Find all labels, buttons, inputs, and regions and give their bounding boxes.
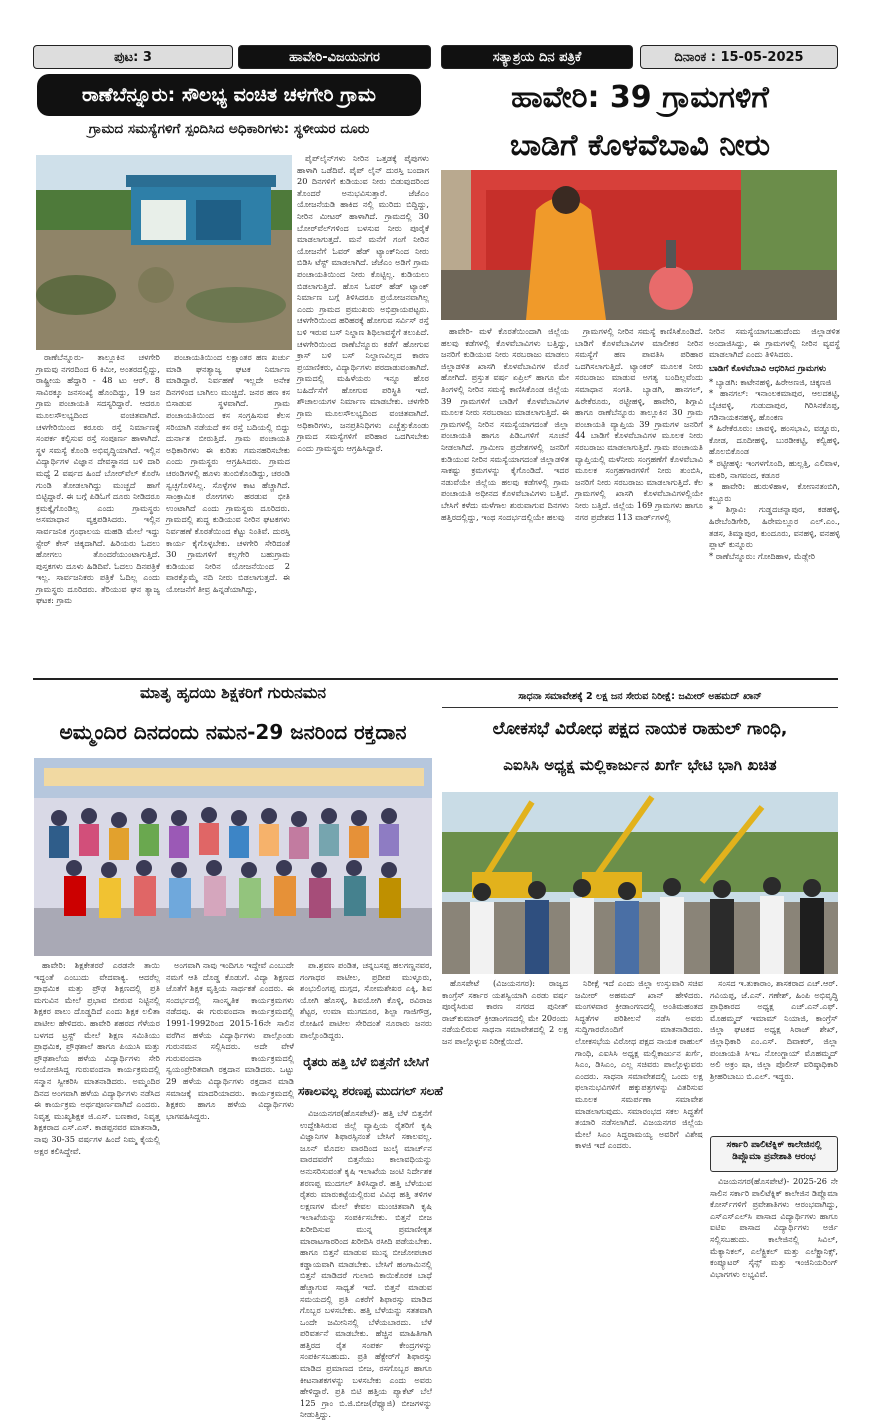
story1-text-left: ರಾಣೆಬೆನ್ನೂರು- ತಾಲ್ಲೂಕಿನ ಚಳಗೇರಿ ಗ್ರಾಮವು ನಗರದಿಂದ 6 ಕಿಮೀ, ಅಂತರದಲ್ಲಿದ್ದು, ರಾಷ್ಟ್ರೀಯ ಹೆದ್ದಾರಿ - 48 ಟು ಆರ್. 8 ಸಾವಿರಕ್ಕೂ ಜನಸಂಖ್ಯೆ ಹೊಂದಿದ್ದು, 19 ಜನ ಗ್ರಾಮ ಪಂಚಾಯತಿ ಸದಸ್ಯರಿದ್ದಾರೆ. ಆದರೂ ಮೂಲಸೌಲಭ್ಯದಿಂದ ವಂಚಿತವಾಗಿದೆ. ಚಳಗೇರಿಯಿಂದ ಕರೂರು ರಸ್ತೆ ನಿರ್ಮಾಣಕ್ಕೆ ಸಂಪರ್ಕ ಕಲ್ಪಿಸುವ ರಸ್ತೆ ಸಂಪೂರ್ಣ ಹಾಳಾಗಿದೆ. ಸ್ಥಳ ಸಮಸ್ಯೆ ಕೊಂಡಿ ಅಭಿವೃದ್ಧಿಯಾಗಿದೆ. ಇಲ್ಲಿನ ವಿದ್ಯಾರ್ಥಿಗಳ ವಿಜ್ಞಾನ ದೇವಸ್ಥಾನದ ಬಳಿ ದಾರಿ ಮಧ್ಯೆ 2 ವರ್ಷದ ಹಿಂದೆ ಬೋರ್‌ವೆಲ್ ಕೊರೆಸಿ ಗುಂಡಿ ತೋಡಲಾಗಿದ್ದು ಮುಚ್ಚದೆ ಹಾಗೆ ಬಿಟ್ಟಿದ್ದಾರೆ. ಈ ಬಗ್ಗೆ ಪಿಡಿಓಗೆ ದೂರು ನೀಡಿದರೂ ಕ್ರಮಕ್ಕೈಗೊಂಡಿಲ್ಲ ಎಂದು ಗ್ರಾಮಸ್ಥರು ಅಸಮಾಧಾನ ವ್ಯಕ್ತಪಡಿಸಿದರು. ಇಲ್ಲಿನ ಸಾರ್ವಜನಿಕ ಗ್ರಂಥಾಲಯ ಮಹಡಿ ಮೇಲೆ ಇದ್ದು ಸ್ಟೇರ್ ಕೇಸ್ ಚಿಕ್ಕದಾಗಿದೆ. ಹಿರಿಯರು ಓದಲು ಹೋಗಲು ತೊಂದರೆಯುಂಟಾಗುತ್ತಿದೆ. ಪುಸ್ತಕಗಳು ದೂಳು ಹಿಡಿದಿವೆ. ಓದಲು ದಿನಪತ್ರಿಕೆ ಇಲ್ಲ. ಸಾರ್ವಜನಿಕರು ಪತ್ರಿಕೆ ಓದಿಲ್ಲ ಎಂದು ಗ್ರಾಮಸ್ಥರು ದೂರಿದರು. ತೆರಿಯುವ ಘನ ತ್ಯಾಜ್ಯ ಘಟಕ: ಗ್ರಾಮ — [36, 352, 160, 606]
villages-list-item: * ಬ್ಯಾಡಗಿ: ಕಾಟೇನಹಳ್ಳಿ, ಹಿರೇಅಣಜಿ, ಚಿಕ್ಕಣಜಿ — [709, 376, 832, 387]
story3-text-2: ಅಂಗವಾಗಿ ನಾವು ಇಂದಿಗೂ ಇದ್ದೇವೆ ಎಂಬುದೇ ನಮಗೆ ಆತಿ ದೊಡ್ಡ ಕೊಡುಗೆ. ವಿದ್ಯಾ ಶಿಕ್ಷಣದ ಜೊತೆಗೆ ಶಿಕ್ಷಕ ವೃತ್ತಿಯ ಸಾರ್ಥಕತೆ ಎಂದರು. ಈ ಸಂದರ್ಭದಲ್ಲಿ ಸಾಂಸ್ಕೃತಿಕ ಕಾರ್ಯಕ್ರಮಗಳು ನಡೆದವು. ಈ ಗುರುವಂದನಾ ಕಾರ್ಯಕ್ರಮದಲ್ಲಿ 1991-1992ರಿಂದ 2015-16ನೇ ಸಾಲಿನ ವರೆಗಿನ ಹಳೆಯ ವಿದ್ಯಾರ್ಥಿಗಳು ಪಾಲ್ಗೊಂಡು ಗುರುನಮನ ಸಲ್ಲಿಸಿದರು. ಅದೇ ವೇಳೆ ಗುರುವಂದನಾ ಕಾರ್ಯಕ್ರಮದಲ್ಲಿ ಸ್ವಯಂಪ್ರೇರಿತವಾಗಿ ರಕ್ತದಾನ ಮಾಡಿದರು. ಒಟ್ಟು 29 ಹಳೆಯ ವಿದ್ಯಾರ್ಥಿಗಳು ರಕ್ತದಾನ ಮಾಡಿ ಸಮಾಜಕ್ಕೆ ಮಾದರಿಯಾದರು. ಕಾರ್ಯಕ್ರಮದಲ್ಲಿ ಶಿಕ್ಷಕರು ಹಾಗೂ ಹಳೆಯ ವಿದ್ಯಾರ್ಥಿಗಳು ಭಾಗವಹಿಸಿದ್ದರು. — [166, 960, 294, 1121]
date-label: ದಿನಾಂಕ : 15-05-2025 — [640, 45, 838, 69]
story3-text-3: ಪಾ.ಶ್ರವಣ ಪಂಡಿತ, ಚನ್ನಬಸಪ್ಪ ಹಲಗಣ್ಣನವರ, ಗಂಗಾಧರ ಪಾಟೀಲ, ಪ್ರದೀಪ ಮುಳ್ಳೂರು, ಶಂಭುಲಿಂಗಪ್ಪ ದುಗ್ಗದ, ಸೋಮಶೇಖರ ಎಕ್ಕಿ, ಶಿವ ಯೋಗಿ ಹೊಸಳ್ಳಿ, ಶಿವಯೋಗಿ ಕೊಳ್ಳಿ, ರವಿರಾಜ ಶೆಟ್ಟರ, ಉಮಾ ಮುಗದೂರ, ಶಿಲ್ಪಾ ಗಾಜಿಗೌಡ್ರ, ರೋಹಿಣಿ ಪಾಟೀಲ ಸೇರಿದಂತೆ ನೂರಾರು ಜನರು ಪಾಲ್ಗೊಂಡಿದ್ದರು. — [300, 960, 432, 1040]
story2-headline-line1: ಹಾವೇರಿ: 39 ಗ್ರಾಮಗಳಿಗೆ — [511, 80, 769, 115]
story1-kicker: ರಾಣೆಬೆನ್ನೂರು: ಸೌಲಭ್ಯ ವಂಚಿತ ಚಳಗೇರಿ ಗ್ರಾಮ — [37, 74, 421, 116]
water-tap-photo — [441, 170, 837, 320]
story5-body-1 — [442, 978, 568, 1338]
story5-text-2: ನಿರೀಕ್ಷೆ ಇದೆ ಎಂದು ಜಿಲ್ಲಾ ಉಸ್ತುವಾರಿ ಸಚಿವ ಜಮೀರ್ ಅಹಮದ್ ಖಾನ್ ಹೇಳಿದರು. ಮಂಗಳವಾರ ಕ್ರೀಡಾಂಗಣದಲ್ಲಿ ಅಂತಿಮಹಂತದ ಸಿದ್ಧತೆಗಳ ಪರಿಶೀಲನೆ ನಡೆಸಿ ಅವರು ಸುದ್ದಿಗಾರರೊಂದಿಗೆ ಮಾತನಾಡಿದರು. ಲೋಕಸಭೆಯ ವಿರೋಧ ಪಕ್ಷದ ನಾಯಕ ರಾಹುಲ್ ಗಾಂಧಿ, ಎಐಸಿಸಿ ಅಧ್ಯಕ್ಷ ಮಲ್ಲಿಕಾರ್ಜುನ ಖರ್ಗೆ, ಸಿಎಂ, ಡಿಸಿಎಂ, ಎಲ್ಲ ಸಚಿವರು ಪಾಲ್ಗೊಳ್ಳುವರು ಎಂದರು. ಸಾಧನಾ ಸಮಾವೇಶದಲ್ಲಿ ಒಂದು ಲಕ್ಷ ಫಲಾನುಭವಿಗಳಿಗೆ ಹಕ್ಕುಪತ್ರಗಳನ್ನು ವಿತರಿಸುವ ಮೂಲಕ ಸಮರ್ಪಣಾ ಸಮಾವೇಶ ಮಾಡಲಾಗುವುದು. ಸಮಾರಂಭದ ಸಕಲ ಸಿದ್ಧತೆಗೆ ತಯಾರಿ ನಡೆಸಲಾಗಿದೆ. ವಿಜಯನಗರ ಜಿಲ್ಲೆಯ ಮೇಲೆ ಸಿಎಂ ಸಿದ್ದರಾಮಯ್ಯ ಅವರಿಗೆ ವಿಶೇಷ ಕಾಳಜಿ ಇದೆ ಎಂದರು. — [575, 978, 703, 1151]
story5-kicker: ಸಾಧನಾ ಸಮಾವೇಶಕ್ಕೆ 2 ಲಕ್ಷ ಜನ ಸೇರುವ ನಿರೀಕ್ಷೆ: ಜಮೀರ್ ಅಹಮದ್ ಖಾನ್ — [442, 686, 838, 708]
story3-text-1: ಹಾವೇರಿ: ಶಿಕ್ಷಕೇತರರೆ ಎರಡನೇ ತಾಯಿ ಇದ್ದಂತೆ ಎಂಬುದು ವೇದವಾಕ್ಯ. ಆದರೆಲ್ಲ ಪ್ರಾಥಮಿಕ ಮತ್ತು ಪ್ರೌಢ ಶಿಕ್ಷಣದಲ್ಲಿ ಪ್ರತಿ ಮಗುವಿನ ಮೇಲೆ ಪ್ರಭಾವ ಬೀರುವ ನಿಟ್ಟಿನಲ್ಲಿ ಶಿಕ್ಷಕರ ಪಾಲು ದೊಡ್ಡದಿದೆ ಎಂದು ಶಿಕ್ಷಕ ಲಲಿತಾ ಪಾಟೀಲ ಹೇಳಿದರು. ಹಾವೇರಿ ಶಹರದ ಗೆಳೆಯರ ಬಳಗದ ಟ್ರಸ್ಟ್ ಮೇಲೆ ಶಿಕ್ಷಣ ಸಮಿತಿಯು ಪ್ರಾಥಮಿಕ, ಪ್ರೌಢಶಾಲೆ ಹಾಗೂ ಪಿಯುಸಿ ಮತ್ತು ಪ್ರೌಢಶಾಲೆಯ ಹಳೆಯ ವಿದ್ಯಾರ್ಥಿಗಳು ಸೇರಿ ಆಯೋಜಿಸಿದ್ದ ಗುರುವಂದನಾ ಕಾರ್ಯಕ್ರಮದಲ್ಲಿ ಸನ್ಮಾನ ಸ್ವೀಕರಿಸಿ ಮಾತನಾಡಿದರು. ಅಮ್ಮಂದಿರ ದಿನದ ಅಂಗವಾಗಿ ಹಳೆಯ ವಿದ್ಯಾರ್ಥಿಗಳು ನಡೆಸಿದ ಈ ಕಾರ್ಯಕ್ರಮ ಅರ್ಥಪೂರ್ಣವಾಗಿದೆ ಎಂದರು. ನಿವೃತ್ತ ಮುಖ್ಯಶಿಕ್ಷಕ ಜಿ.ಎಸ್. ಬಣಕಾರ, ನಿವೃತ್ತ ಶಿಕ್ಷಕರಾದ ಎಸ್.ಎಸ್. ಕಾಡಪ್ಪನವರ ಮಾತನಾಡಿ, ನಾವು 30-35 ವರ್ಷಗಳ ಹಿಂದೆ ನಿಮ್ಮ ಕೈಯಲ್ಲಿ ಅಕ್ಷರ ಕಲಿಸಿದ್ದೇವೆ. — [34, 960, 160, 1156]
section-divider — [33, 678, 838, 680]
story3-body-1 — [34, 960, 160, 1338]
villages-list-item: * ಹಾವೇರಿ: ಹುರುಳಿಹಾಳ, ಕೋಣನತಂಬಿಗಿ, ಕಬ್ಬೂರು — [709, 481, 840, 503]
story5-body-3 — [710, 978, 838, 1128]
villages-list-item: * ಹಿರೇಕೆರೂರು: ಚಾವಳ್ಳಿ, ಹಂಸಭಾವಿ, ವಡ್ಡೂರು, ಕೋಡ, ದೂದೀಹಳ್ಳಿ, ಬುರಡೀಕಟ್ಟಿ, ಕಲ್ವಿಹಳ್ಳಿ, ಹೊಲಬಿಕೊಂಡ — [709, 423, 840, 457]
story2-text-2: ಗ್ರಾಮಗಳಲ್ಲಿ ನೀರಿನ ಸಮಸ್ಯೆ ಕಾಣಿಸಿಕೊಂಡಿದೆ. ಬಾಡಿಗೆ ಕೊಳವೆಬಾವಿಗಳ ಮಾಲೀಕರ ನೀರಿನ ಸಮಸ್ಯೆಗೆ ಹಣ ಪಾವತಿಸಿ ಪರಿಹಾರ ಒದಗಿಸಲಾಗುತ್ತಿದೆ. ಟ್ಯಾಂಕರ್ ಮೂಲಕ ನೀರು ಸರಬರಾಜು ಮಾಡುವ ಅಗತ್ಯ ಬಂದಿಲ್ಲವೆಂದು ಸಮಾಧಾನ ಸಂಗತಿ. ಬ್ಯಾಡಗಿ, ಹಾನಗಲ್, ಹಿರೇಕೆರೂರು, ರಟ್ಟೀಹಳ್ಳಿ, ಹಾವೇರಿ, ಶಿಗ್ಗಾವಿ ಹಾಗೂ ರಾಣೆಬೆನ್ನೂರು ತಾಲ್ಲೂಕಿನ 30 ಗ್ರಾಮ ಪಂಚಾಯತಿ ವ್ಯಾಪ್ತಿಯ 39 ಗ್ರಾಮಗಳ ಜನರಿಗೆ 44 ಬಾಡಿಗೆ ಕೊಳವೆಬಾವಿಗಳ ಮೂಲಕ ನೀರು ಸರಬರಾಜು ಮಾಡಲಾಗುತ್ತಿದೆ. ಗ್ರಾಮ ಪಂಚಾಯತಿ ವ್ಯಾಪ್ತಿಯಲ್ಲಿ ಮಳೆನೀರು ಸಂಗ್ರಹಣೆಗೆ ಕೊಳವೆಬಾವಿ ಮೂಲಕ ಸಂಗ್ರಹಗಾರಗಳಿಗೆ ನೀರು ತುಂಬಿಸಿ, ಜನರಿಗೆ ನೀರು ಸರಬರಾಜು ಮಾಡಲಾಗುತ್ತಿದೆ. ಕೆಲ ಗ್ರಾಮಗಳಲ್ಲಿ ಖಾಸಗಿ ಕೊಳವೆಬಾವಿಗಳಲ್ಲಿಯೇ ನೀರು ಬತ್ತಿದೆ. ಜಿಲ್ಲೆಯ 169 ಗ್ರಾಮಗಳು ಹಾಗೂ ನಗರ ಪ್ರದೇಶದ 113 ವಾರ್ಡ್‌ಗಳಲ್ಲಿ — [575, 326, 703, 522]
villages-list-item: * ರಾಣೆಬೆನ್ನೂರು: ಗೋದಿಹಾಳ, ಮೆಡ್ಲೇರಿ — [709, 550, 816, 561]
story1-body-mid — [166, 352, 290, 672]
story5-body-2 — [575, 978, 703, 1338]
story2-body-1 — [441, 326, 569, 672]
page-number: ಪುಟ: 3 — [33, 45, 233, 69]
story1-body-right — [297, 153, 429, 672]
section-label: ಹಾವೇರಿ-ವಿಜಯನಗರ — [238, 45, 431, 69]
story5-headline-line2: ಎಐಸಿಸಿ ಅಧ್ಯಕ್ಷ ಮಲ್ಲಿಕಾರ್ಜುನ ಖರ್ಗೆ ಭೇಟಿ ಭಾಗಿ ಖಚಿತ — [503, 756, 777, 774]
story2-body-2 — [575, 326, 703, 672]
villages-list-item: * ರಟ್ಟೀಹಳ್ಳಿ: ಇಂಗಳಗೊಂದಿ, ಹುಲ್ಲತ್ತಿ, ಎಲಿವಾಳ, ಮಕರಿ, ನಾಗವಂದ, ಕಡೂರ — [709, 457, 840, 480]
story2-body-3 — [709, 326, 840, 672]
villages-list-title: ಬಾಡಿಗೆ ಕೊಳವೆಬಾವಿ ಆಧರಿಸಿದ ಗ್ರಾಮಗಳು — [709, 363, 827, 374]
story3-body-3 — [300, 960, 432, 1046]
story3-kicker: ಮಾತೃ ಹೃದಯಿ ಶಿಕ್ಷಕರಿಗೆ ಗುರುನಮನ — [139, 684, 327, 702]
story3-body-2 — [166, 960, 294, 1338]
paper-name: ಸತ್ಯಾಶ್ರಯ ದಿನ ಪತ್ರಿಕೆ — [441, 45, 633, 69]
teachers-group-photo — [34, 758, 432, 956]
story4-text: ವಿಜಯನಗರ(ಹೊಸಪೇಟೆ)- ಹತ್ತಿ ಬೆಳೆ ಬಿತ್ತನೆಗೆ ಉದ್ದೇಶಿಸಿರುವ ಜಿಲ್ಲೆ ವ್ಯಾಪ್ತಿಯ ರೈತರಿಗೆ ಕೃಷಿ ವಿಜ್ಞಾನಿಗಳ ಶಿಫಾರಸ್ಸಿನಂತೆ ಬೇಸಿಗೆ ಸಕಾಲವಲ್ಲ. ಜೂನ್ ಮೊದಲ ವಾರದಿಂದ ಜುಲೈ ಮಾರ್ಚ್‌ನ ವಾರದವರೆಗೆ ಬಿತ್ತನೆಯು ಕಾಲಾವಧಿಯನ್ನು ಅನುಸರಿಸುವಂತೆ ಕೃಷಿ ಇಲಾಖೆಯ ಜಂಟಿ ನಿರ್ದೇಶಕ ಶರಣಪ್ಪ ಮುದಗಲ್ ತಿಳಿಸಿದ್ದಾರೆ. ಹತ್ತಿ ಬೆಳೆಯುವ ರೈತರು ಮಾರುಕಟ್ಟೆಯಲ್ಲಿರುವ ವಿವಿಧ ಹತ್ತಿ ತಳಿಗಳ ಲಕ್ಷಣಗಳ ಮೇಲೆ ಕೇವಲ ಮುಂಚಿತವಾಗಿ ಕೃಷಿ ಇಲಾಖೆಯನ್ನು ಸಂಪರ್ಕಿಸಬೇಕು. ಬಿತ್ತನೆ ಬೀಜ ಖರೀದಿಸುವ ಮುನ್ನ ಪ್ರಮಾಣೀಕೃತ ಮಾರಾಟಗಾರರಿಂದ ಖರೀದಿಸಿ ರಸೀದಿ ಪಡೆಯಬೇಕು. ಹಾಗೂ ಬಿತ್ತನೆ ಮಾಡುವ ಮುನ್ನ ಬೀಜೋಪಚಾರ ಕಡ್ಡಾಯವಾಗಿ ಮಾಡಬೇಕು. ಬೇಸಿಗೆ ಹಂಗಾಮಿನಲ್ಲಿ ಬಿತ್ತನೆ ಮಾಡಿದರೆ ಗುಲಾಬಿ ಕಾಯಿಕೊರಕ ಬಾಧೆ ಹೆಚ್ಚಾಗುವ ಸಾಧ್ಯತೆ ಇದೆ. ಬಿತ್ತನೆ ಮಾಡುವ ಸಮಯದಲ್ಲಿ ಪ್ರತಿ ಎಕರೆಗೆ ಶಿಫಾರಸ್ಸು ಮಾಡಿದ ಗೊಬ್ಬರ ಬಳಸಬೇಕು. ಹತ್ತಿ ಬೆಳೆಯನ್ನು ಸತತವಾಗಿ ಒಂದೇ ಜಮೀನಿನಲ್ಲಿ ಬೆಳೆಯಬಾರದು. ಬೆಳೆ ಪರಿವರ್ತನೆ ಮಾಡಬೇಕು. ಹೆಚ್ಚಿನ ಮಾಹಿತಿಗಾಗಿ ಹತ್ತಿರದ ರೈತ ಸಂಪರ್ಕ ಕೇಂದ್ರಗಳನ್ನು ಸಂಪರ್ಕಿಸಬಹುದು. ಪ್ರತಿ ಹೆಕ್ಟೇರ್‌ಗೆ ಶಿಫಾರಸ್ಸು ಮಾಡಿದ ಪ್ರಮಾಣದ ಬೀಜ, ರಸಗೊಬ್ಬರ ಹಾಗೂ ಕೀಟನಾಶಕಗಳನ್ನು ಬಳಸಬೇಕು ಎಂದು ಅವರು ಹೇಳಿದ್ದಾರೆ. ಪ್ರತಿ ಬಿಟಿ ಹತ್ತಿಯ ಪ್ಯಾಕೆಟ್ ಬೆಲೆ 125 ಗ್ರಾಂ ಬಿ.ಜಿ.ಬೀಜ(ರೆಫ್ಯೂಜಿ) ಬೀಜಗಳನ್ನು ನೀಡುತ್ತಿದ್ದು. — [300, 1108, 432, 1420]
story4-body — [300, 1108, 432, 1420]
story2-text-3: ನೀರಿನ ಸಮಸ್ಯೆಯಾಗಬಹುದೆಂದು ಜಿಲ್ಲಾಡಳಿತ ಅಂದಾಜಿಸಿದ್ದು, ಈ ಗ್ರಾಮಗಳಲ್ಲಿ ನೀರಿನ ವ್ಯವಸ್ಥೆ ಮಾಡಲಾಗಿದೆ ಎಂದು ತಿಳಿಸಿದರು. — [709, 326, 840, 360]
story4-headline-line1: ರೈತರು ಹತ್ತಿ ಬೆಳೆ ಬಿತ್ತನೆಗೆ ಬೇಸಿಗೆ — [303, 1055, 429, 1069]
polytechnic-box-title: ಸರ್ಕಾರಿ ಪಾಲಿಟೆಕ್ನಿಕ್ ಕಾಲೇಜಿನಲ್ಲಿ ಡಿಪ್ಲೊಮಾ ಪ್ರವೇಶಾತಿ ಆರಂಭ — [710, 1136, 838, 1172]
story5-text-1: ಹೊಸಪೇಟೆ (ವಿಜಯನಗರ): ರಾಜ್ಯದ ಕಾಂಗ್ರೆಸ್ ಸರ್ಕಾರ ಯಶಸ್ವಿಯಾಗಿ ಎರಡು ವರ್ಷ ಪೂರೈಸಿರುವ ಕಾರಣ ನಗರದ ಪುನೀತ್ ರಾಜ್‌ಕುಮಾರ್ ಕ್ರೀಡಾಂಗಣದಲ್ಲಿ ಮೇ 20ರಂದು ನಡೆಯಲಿರುವ ಸಾಧನಾ ಸಮಾವೇಶದಲ್ಲಿ 2 ಲಕ್ಷ ಜನ ಪಾಲ್ಗೊಳ್ಳುವ ನಿರೀಕ್ಷೆಯಿದೆ. — [442, 978, 568, 1046]
villages-list-item: * ಶಿಗ್ಗಾವಿ: ಗುಡ್ಡದಚನ್ನಾಪುರ, ಕಡಹಳ್ಳಿ, ಹಿರೇಬೆಂಡಿಗೇರಿ, ಹಿರೇಮಲ್ಲೂರ ಎಲ್.ಎಂ., ತಡಸ, ತಿಮ್ಮಾಪುರ, ಕುಂದೂರು, ವನಹಳ್ಳಿ, ವನಹಳ್ಳಿ ಪ್ಲಾಟ್ ಕುನ್ನೂರು — [709, 504, 840, 550]
polytechnic-text: ವಿಜಯನಗರ(ಹೊಸಪೇಟೆ)- 2025-26 ನೇ ಸಾಲಿನ ಸರ್ಕಾರಿ ಪಾಲಿಟೆಕ್ನಿಕ್ ಕಾಲೇಜಿನ ಡಿಪ್ಲೊಮಾ ಕೋರ್ಸ್‌ಗಳಿಗೆ ಪ್ರವೇಶಾತಿಗಳು ಆರಂಭವಾಗಿದ್ದು, ಎಸ್‌ಎಸ್‌ಎಲ್‌ಸಿ ಪಾಸಾದ ವಿದ್ಯಾರ್ಥಿಗಳು ಹಾಗೂ ಐಟಿಐ ಪಾಸಾದ ವಿದ್ಯಾರ್ಥಿಗಳು ಅರ್ಜಿ ಸಲ್ಲಿಸಬಹುದು. ಕಾಲೇಜಿನಲ್ಲಿ ಸಿವಿಲ್, ಮೆಕ್ಯಾನಿಕಲ್, ಎಲೆಕ್ಟ್ರಿಕಲ್ ಮತ್ತು ಎಲೆಕ್ಟ್ರಾನಿಕ್ಸ್, ಕಂಪ್ಯೂಟರ್ ಸೈನ್ಸ್ ಮತ್ತು ಇಂಜಿನಿಯರಿಂಗ್ ವಿಭಾಗಗಳು ಲಭ್ಯವಿವೆ. — [710, 1176, 838, 1279]
story5-headline-line1: ಲೋಕಸಭೆ ವಿರೋಧ ಪಕ್ಷದ ನಾಯಕ ರಾಹುಲ್ ಗಾಂಧಿ, — [492, 719, 788, 739]
bus-shelter-photo — [36, 155, 292, 350]
story1-text-right: ಪೈಪ್‌ಲೈನ್‌ಗಳು ನೀರಿನ ಒತ್ತಡಕ್ಕೆ ಪೈಪುಗಳು ಹಾಳಾಗಿ ಒಡೆದಿವೆ. ಪೈಪ್ ಲೈನ್ ದುರಸ್ತಿ ಬಂದಾಗ 20 ದಿನಗಳಿಗೆ ಕುಡಿಯುವ ನೀರು ಬಿಡುವುದರಿಂದ ತೊಂದರೆ ಅನುಭವಿಸುತ್ತಾರೆ. ಜೆಜೆಎಂ ಯೋಜನೆಯಡಿ ಹಾಕಿದ ನಲ್ಲಿ ಮುರಿದು ಬಿದ್ದಿದ್ದು, ನೀರಿನ ಮೀಟರ್ ಹಾಳಾಗಿದೆ. ಗ್ರಾಮದಲ್ಲಿ 30 ಬೋರ್‌ವೆಲ್‌ಗಳಿಂದ ಬಳಸುವ ನೀರು ಪೂರೈಕೆ ಮಾಡಲಾಗುತ್ತದೆ. ಮನೆ ಮನೆಗೆ ಗಂಗೆ ನೀರಿನ ಯೋಜನೆಗೆ ಓವರ್ ಹೆಡ್ ಟ್ಯಾಂಕ್‌ನಿಂದ ನೀರು ಬಿಡಿಸಿ ಟೆಸ್ಟ್ ಮಾಡಲಾಗಿದೆ. ಜೆಜೆಎಂ ಅಡಿಗೆ ಗ್ರಾಮ ಪಂಚಾಯತಿಯಿಂದ ನೀರು ಕೊಟ್ಟಿಲ್ಲ. ಕುಡಿಯಲು ಬಿಡಲಾಗುತ್ತಿದೆ. ಹೊಸ ಓವರ್ ಹೆಡ್ ಟ್ಯಾಂಕ್ ನಿರ್ಮಾಣ ಬಗ್ಗೆ ತಿಳಿಸಿದರೂ ಪ್ರಯೋಜನವಾಗಿಲ್ಲ ಎಂದು ಗ್ರಾಮದ ಪ್ರಮುಖರು ಅಭಿಪ್ರಾಯಪಟ್ಟರು. ಚಳಗೇರಿಯಿಂದ ಹರಿಹರಕ್ಕೆ ಹೋಗುವ ಸರ್ವಿಸ್ ರಸ್ತೆ ಬಳಿ ಇರುವ ಬಸ್ ನಿಲ್ದಾಣ ಶಿಥಿಲಾವಸ್ಥೆಗೆ ತಲುಪಿದೆ. ಚಳಗೇರಿಯಿಂದ ರಾಣೆಬೆನ್ನೂರು ಕಡೆಗೆ ಹೋಗುವ ಕ್ರಾಸ್ ಬಳಿ ಬಸ್ ನಿಲ್ದಾಣವಿಲ್ಲದ ಕಾರಣ ಪ್ರಯಾಣಿಕರು, ವಿದ್ಯಾರ್ಥಿಗಳು ಪರದಾಡುವಂತಾಗಿದೆ. ಗ್ರಾಮದಲ್ಲಿ ಮಹಿಳೆಯರು ಇನ್ನೂ ಹೊರ ಬಹಿರ್ದೆಸೆಗೆ ಹೋಗುವ ಪರಿಸ್ಥಿತಿ ಇದೆ. ಶೌಚಾಲಯಗಳ ನಿರ್ಮಾಣ ಮಾಡಬೇಕು. ಚಳಗೇರಿ ಗ್ರಾಮ ಮೂಲಸೌಲಭ್ಯದಿಂದ ವಂಚಿತವಾಗಿದೆ. ಅಧಿಕಾರಿಗಳು, ಜನಪ್ರತಿನಿಧಿಗಳು ಎಚ್ಚೆತ್ತುಕೊಂಡು ಗ್ರಾಮದ ಸಮಸ್ಯೆಗಳಿಗೆ ಪರಿಹಾರ ಒದಗಿಸಬೇಕು ಎಂದು ಗ್ರಾಮಸ್ಥರು ಆಗ್ರಹಿಸಿದ್ದಾರೆ. — [297, 153, 429, 453]
story1-headline: ಗ್ರಾಮದ ಸಮಸ್ಯೆಗಳಿಗೆ ಸ್ಪಂದಿಸಿದ ಅಧಿಕಾರಿಗಳು: ಸ್ಥಳೀಯರ ದೂರು — [88, 121, 370, 137]
polytechnic-box-body — [710, 1176, 838, 1338]
story2-headline-line2: ಬಾಡಿಗೆ ಕೊಳವೆಬಾವಿ ನೀರು — [509, 128, 771, 163]
story3-headline: ಅಮ್ಮಂದಿರ ದಿನದಂದು ನಮನ-29 ಜನರಿಂದ ರಕ್ತದಾನ — [59, 720, 407, 744]
story2-text-1: ಹಾವೇರಿ- ಮಳೆ ಕೊರತೆಯಿಂದಾಗಿ ಜಿಲ್ಲೆಯ ಹಲವು ಕಡೆಗಳಲ್ಲಿ ಕೊಳವೆಬಾವಿಗಳು ಬತ್ತಿದ್ದು, ಜನರಿಗೆ ಕುಡಿಯುವ ನೀರು ಸರಬರಾಜು ಮಾಡಲು ಜಿಲ್ಲಾಡಳಿತ ಖಾಸಗಿ ಕೊಳವೆಬಾವಿಗಳ ಮೊರೆ ಹೋಗಿದೆ. ಪ್ರಸ್ತುತ ವರ್ಷ ಏಪ್ರಿಲ್ ಹಾಗೂ ಮೇ ತಿಂಗಳಲ್ಲಿ ನೀರಿನ ಸಮಸ್ಯೆ ಕಾಣಿಸಿಕೊಂಡ ಜಿಲ್ಲೆಯ 39 ಗ್ರಾಮಗಳಿಗೆ ಬಾಡಿಗೆ ಕೊಳವೆಬಾವಿಗಳ ಮೂಲಕ ನೀರು ಸರಬರಾಜು ಮಾಡಲಾಗುತ್ತಿದೆ. ಈ ಗ್ರಾಮಗಳಲ್ಲಿ ನೀರಿನ ಸಮಸ್ಯೆಯಾಗದಂತೆ ಜಿಲ್ಲಾ ಪಂಚಾಯತಿ ಹಾಗೂ ಪಿಡಿಒಗಳಿಗೆ ಸೂಚನೆ ನೀಡಲಾಗಿದೆ. ಗ್ರಾಮೀಣ ಪ್ರದೇಶಗಳಲ್ಲಿ ಜನರಿಗೆ ಕುಡಿಯುವ ನೀರಿನ ಸಮಸ್ಯೆಯಾಗದಂತೆ ಜಿಲ್ಲಾಡಳಿತ ಸಾಕಷ್ಟು ಕ್ರಮಗಳನ್ನು ಕೈಗೊಂಡಿದೆ. ಇದರ ನಡುವೆಯೇ ಜಿಲ್ಲೆಯ ಹಲವು ಕಡೆಗಳಲ್ಲಿ ಗ್ರಾಮ ಪಂಚಾಯತಿ ಅಧೀನದ ಕೊಳವೆಬಾವಿಗಳು ಬತ್ತಿವೆ. ಬೇಸಿಗೆ ಕಳೆದು ಮಳೆಗಾಲ ಶುರುವಾಗುವ ದಿನಗಳು ಹತ್ತಿರದಲ್ಲಿದ್ದು, ಇಂಥ ಸಂದರ್ಭದಲ್ಲಿಯೇ ಹಲವು — [441, 326, 569, 522]
story5-text-3: ಸಂಸದ ಇ.ತುಕಾರಾಂ, ಶಾಸಕರಾದ ಎಚ್.ಆರ್. ಗವಿಯಪ್ಪ, ಜೆ.ಎನ್. ಗಣೇಶ್, ಹಿಂಪಿ ಅಭಿವೃದ್ಧಿ ಪ್ರಾಧಿಕಾರದ ಅಧ್ಯಕ್ಷ ಎಚ್.ಎನ್.ಎಫ್. ಮೊಹಮ್ಮದ್ ಇಮಾಮ್ ನಿಯಾಜಿ, ಕಾಂಗ್ರೆಸ್ ಜಿಲ್ಲಾ ಘಟಕದ ಅಧ್ಯಕ್ಷ ಸಿರಾಜ್ ಶೇಖ್, ಜಿಲ್ಲಾಧಿಕಾರಿ ಎಂ.ಎಸ್. ದಿವಾಕರ್, ಜಿಲ್ಲಾ ಪಂಚಾಯತಿ ಸಿಇಒ ನೋಂಗ್ಜಾಯ್ ಮೊಹಮ್ಮದ್ ಅಲಿ ಅಕ್ರಂ ಷಾ, ಜಿಲ್ಲಾ ಪೊಲೀಸ್ ವರಿಷ್ಠಾಧಿಕಾರಿ ಶ್ರೀಹರಿಬಾಬು ಬಿ.ಎಲ್. ಇದ್ದರು. — [710, 978, 838, 1081]
story4-headline-line2: ಸಕಾಲವಲ್ಲ ಶರಣಪ್ಪ ಮುದಗಲ್ ಸಲಹೆ — [298, 1084, 443, 1098]
stadium-inspection-photo — [442, 792, 838, 974]
story1-body-left — [36, 352, 160, 672]
story1-text-mid: ಪಂಚಾಯತಿಯಿಂದ ಲಕ್ಷಾಂತರ ಹಣ ಖರ್ಚು ಮಾಡಿ ಘನತ್ಯಾಜ್ಯ ಘಟಕ ನಿರ್ಮಾಣ ಮಾಡಿದ್ದಾರೆ. ನಿರ್ವಹಣೆ ಇಲ್ಲದೇ ಅನೇಕ ದಿನಗಳಿಂದ ಬಾಗಿಲು ಮುಚ್ಚಿದೆ. ಜನರ ಹಣ ಕಸ ಬಿಸಾಡುವ ಸ್ಥಳವಾಗಿದೆ. ಗ್ರಾಮ ಪಂಚಾಯತಿಯಿಂದ ಕಸ ಸಂಗ್ರಹಿಸುವ ಕೆಲಸ ಸರಿಯಾಗಿ ನಡೆಯದೆ ಕಸ ರಸ್ತೆ ಬದಿಯಲ್ಲಿ ಬಿದ್ದು ದುರ್ನಾತ ಬೀರುತ್ತಿದೆ. ಗ್ರಾಮ ಪಂಚಾಯತಿ ಅಧಿಕಾರಿಗಳು ಈ ಕುರಿತು ಗಮನಹರಿಸಬೇಕು ಎಂದು ಗ್ರಾಮಸ್ಥರು ಆಗ್ರಹಿಸಿದರು. ಗ್ರಾಮದ ಚರಂಡಿಗಳಲ್ಲಿ ಹೂಳು ತುಂಬಿಕೊಂಡಿದ್ದು, ಚರಂಡಿ ಸ್ವಚ್ಛಗೊಳಿಸಿಲ್ಲ. ಸೊಳ್ಳೆಗಳ ಕಾಟ ಹೆಚ್ಚಾಗಿದೆ. ಸಾಂಕ್ರಾಮಿಕ ರೋಗಗಳು ಹರಡುವ ಭೀತಿ ಉಂಟಾಗಿದೆ ಎಂದು ಗ್ರಾಮಸ್ಥರು ದೂರಿದರು. ಗ್ರಾಮದಲ್ಲಿ ಶುದ್ಧ ಕುಡಿಯುವ ನೀರಿನ ಘಟಕಗಳು ನಿರ್ವಹಣೆ ಕೊರತೆಯಿಂದ ಕೆಟ್ಟು ನಿಂತಿವೆ. ದುರಸ್ತಿ ಕಾರ್ಯ ಕೈಗೊಳ್ಳಬೇಕು. ಚಳಗೇರಿ ಸೇರಿದಂತೆ 30 ಗ್ರಾಮಗಳಿಗೆ ಕಲ್ಲಗೇರಿ ಬಹುಗ್ರಾಮ ಕುಡಿಯುವ ನೀರಿನ ಯೋಜನೆಯಿಂದ 2 ವಾರಕ್ಕೊಮ್ಮೆ ನದಿ ನೀರು ಬಿಡಲಾಗುತ್ತದೆ. ಈ ಯೋಜನೆಗೆ ತೀವ್ರ ಹಿನ್ನಡೆಯಾಗಿದ್ದು, — [166, 352, 290, 594]
villages-list-item: * ಹಾನಗಲ್: ಇನಾಂಲಕಮಾಪುರ, ಆಲದಕಟ್ಟಿ, ಬೈಚವಳ್ಳಿ, ಗುಡುದಾಪುರ, ಗಿರಿಸಿನಕೊಪ್ಪ, ಗಡಿನಾಯಕನಹಳ್ಳಿ, ಹೊಂಕಣ — [709, 388, 840, 422]
